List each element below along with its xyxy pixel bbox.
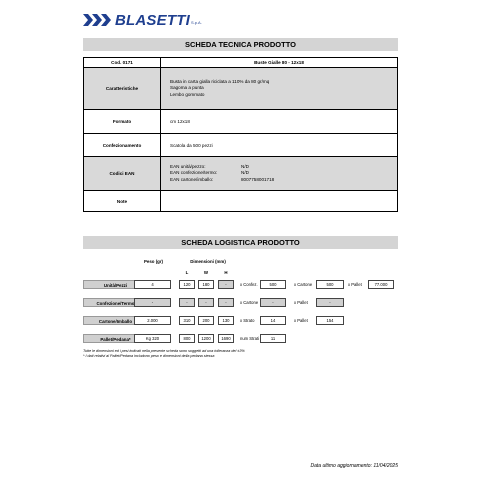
peso-value: Kg 320 xyxy=(134,334,171,343)
cartone-label: x Cartone xyxy=(240,300,259,305)
caratteristiche-line: Sagoma a punta xyxy=(170,85,204,91)
ean-line: EAN unità/pezzo: N/D xyxy=(170,163,249,169)
spec-row-ean xyxy=(84,156,397,190)
cartone-value: - xyxy=(260,298,286,307)
peso-value: 4 xyxy=(134,280,171,289)
logistic-notes xyxy=(83,349,245,359)
pallet-label: x Pallet xyxy=(294,318,308,323)
row-label-confezione: Confezione/Termo xyxy=(83,298,148,307)
spec-table xyxy=(83,57,398,212)
strati-value: 11 xyxy=(260,334,286,343)
dim-l-value: 310 xyxy=(179,316,195,325)
row-label-unita: Unità/Pezzi xyxy=(83,280,148,289)
caratteristiche-label: Caratteristiche xyxy=(84,68,161,109)
pallet-label: x Pallet xyxy=(348,282,362,287)
note-label: Note xyxy=(84,191,161,211)
dim-w-value: 1200 xyxy=(198,334,214,343)
caratteristiche-line: Busta in carta gialla riciclata a 110% da 80 gr/mq xyxy=(170,78,270,84)
dim-w-header: W xyxy=(203,270,209,275)
strato-label: x Strato xyxy=(240,318,255,323)
dim-l-value: - xyxy=(179,298,195,307)
ean-line: EAN confezione/termo: N/D xyxy=(170,170,249,176)
confezionamento-label: Confezionamento xyxy=(84,134,161,156)
pallet-label: x Pallet xyxy=(294,300,308,305)
cartone-value: 500 xyxy=(316,280,344,289)
dim-h-header: H xyxy=(224,270,228,275)
strato-value: 14 xyxy=(260,316,286,325)
logo-chevrons-icon xyxy=(83,13,113,27)
dim-h-value: 130 xyxy=(218,316,234,325)
note-value xyxy=(161,191,397,211)
pallet-value: 77.000 xyxy=(368,280,394,289)
dim-w-value: - xyxy=(198,298,214,307)
dim-w-value: 180 xyxy=(198,280,214,289)
confezionamento-value: Scatola da 500 pezzi xyxy=(170,142,213,148)
last-update: Data ultimo aggiornamento: 11/04/2025 xyxy=(310,463,398,469)
spec-header-row xyxy=(84,58,397,67)
dim-h-value: - xyxy=(218,298,234,307)
formato-label: Formato xyxy=(84,110,161,133)
strati-label: num Strati xyxy=(240,336,260,341)
peso-header: Peso (gr) xyxy=(143,259,164,264)
product-code: Cod. 0171 xyxy=(84,58,161,67)
dim-h-value: 1690 xyxy=(218,334,234,343)
product-name: Buste Gialle 80 - 12x18 xyxy=(254,60,304,65)
logo-suffix: S.p.A. xyxy=(190,20,202,25)
company-logo xyxy=(83,12,202,28)
dim-l-header: L xyxy=(185,270,189,275)
dim-l-value: 120 xyxy=(179,280,195,289)
note-line: * I dati relativi al Pallet/Pedana includono peso e dimensioni della pedana stessa xyxy=(83,354,215,358)
cartone-label: x Cartone xyxy=(294,282,313,287)
spec-row-confezionamento xyxy=(84,133,397,156)
formato-value: cm 12x18 xyxy=(170,119,190,124)
logistic-title: SCHEDA LOGISTICA PRODOTTO xyxy=(83,236,398,249)
row-label-pallet: Pallet/Pedana* xyxy=(83,334,148,343)
caratteristiche-line: Lembo gommato xyxy=(170,91,205,97)
row-label-cartone: Cartone/Imballo xyxy=(83,316,148,325)
spec-row-caratteristiche xyxy=(84,67,397,109)
ean-line: EAN cartone/imballo: 8007758001718 xyxy=(170,176,275,182)
note-line: Tutte le dimensioni ed i pesi indicati nella presente scheda sono soggetti ad una tolleranza del ±3% xyxy=(83,349,245,353)
spec-row-formato xyxy=(84,109,397,133)
conf-label: x Confez. xyxy=(240,282,258,287)
conf-value: 500 xyxy=(260,280,286,289)
dimensioni-header: Dimensioni (mm) xyxy=(190,259,226,264)
spec-row-note xyxy=(84,190,397,211)
pallet-value: - xyxy=(316,298,344,307)
ean-label: Codici EAN xyxy=(84,157,161,190)
peso-value: - xyxy=(134,298,171,307)
logo-brand: BLASETTI xyxy=(115,11,190,29)
dim-w-value: 200 xyxy=(198,316,214,325)
peso-value: 2.000 xyxy=(134,316,171,325)
pallet-value: 154 xyxy=(316,316,344,325)
spec-title: SCHEDA TECNICA PRODOTTO xyxy=(83,38,398,51)
dim-h-value: - xyxy=(218,280,234,289)
dim-l-value: 800 xyxy=(179,334,195,343)
